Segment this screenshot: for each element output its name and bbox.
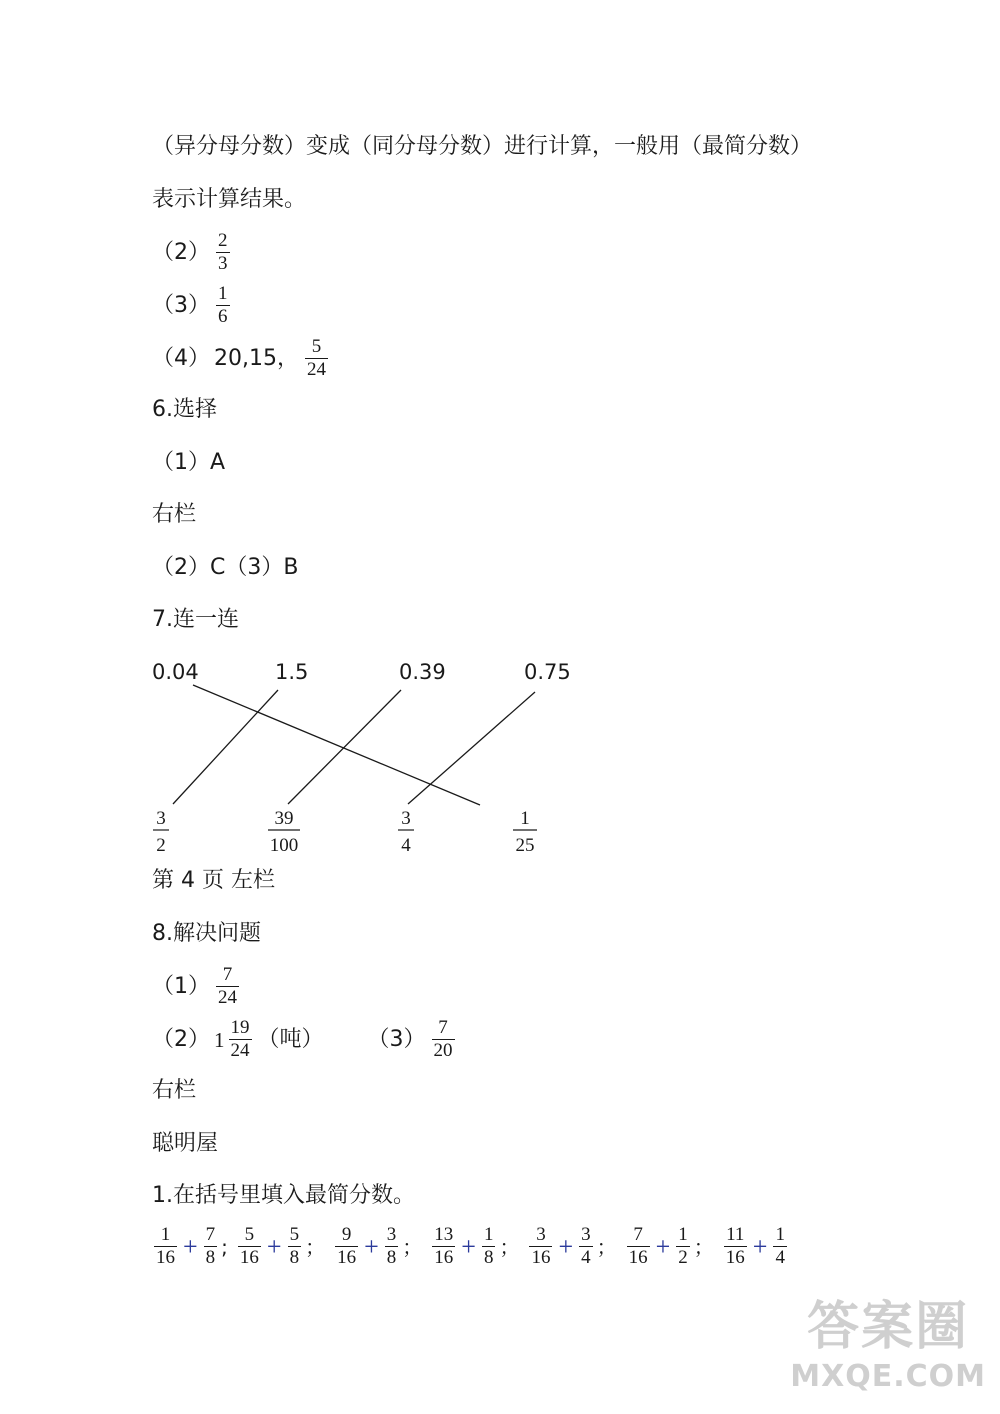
q6-answer-2: （2）C（3）B — [152, 555, 299, 580]
mixed-whole: 1 — [214, 1027, 225, 1052]
unit-label: （吨） — [257, 1026, 324, 1052]
fraction — [482, 1224, 496, 1269]
section-title: 聪明屋 — [152, 1131, 219, 1156]
watermark-url: MXQE.COM — [790, 1359, 986, 1394]
intro-line-1: （异分母分数）变成（同分母分数）进行计算，一般用（最简分数） — [152, 134, 813, 159]
fraction — [204, 1224, 218, 1269]
denominator: 6 — [218, 306, 228, 327]
fraction — [216, 964, 239, 1009]
item-label: （4） — [152, 345, 210, 371]
q7-title: 7.连一连 — [152, 607, 239, 632]
q1-title: 1.在括号里填入最简分数。 — [152, 1183, 415, 1208]
top-number-1: 1.5 — [275, 660, 309, 684]
numerator: 7 — [222, 964, 233, 985]
numerator: 5 — [311, 336, 322, 357]
numerator: 3 — [581, 1224, 591, 1245]
right-column-label: 右栏 — [152, 502, 197, 527]
numerator: 7 — [438, 1017, 448, 1038]
bottom-num-3: 1 — [520, 808, 530, 829]
denominator: 3 — [218, 253, 228, 274]
fraction — [676, 1224, 690, 1269]
bottom-den-3: 25 — [515, 835, 535, 856]
numerator: 9 — [341, 1224, 352, 1245]
denominator: 16 — [628, 1247, 648, 1268]
item-prefix: 20,15， — [214, 345, 299, 371]
top-number-2: 0.39 — [399, 660, 446, 684]
answer-5-3 — [152, 283, 232, 328]
bottom-den-0: 2 — [156, 835, 166, 856]
numerator: 19 — [230, 1017, 250, 1038]
numerator: 1 — [483, 1224, 494, 1245]
q6-title: 6.选择 — [152, 397, 217, 422]
fraction — [432, 1017, 455, 1062]
matching-diagram — [140, 650, 580, 860]
denominator: 16 — [434, 1247, 454, 1268]
fraction — [288, 1224, 302, 1269]
separator: ; — [221, 1234, 228, 1259]
denominator: 20 — [433, 1040, 453, 1061]
watermark — [790, 1284, 986, 1394]
numerator: 5 — [244, 1224, 255, 1245]
plus-sign: + — [752, 1231, 768, 1261]
denominator: 24 — [230, 1040, 250, 1061]
numerator: 5 — [289, 1224, 300, 1245]
numerator: 1 — [775, 1224, 785, 1245]
match-line-0.04 — [193, 685, 480, 805]
bottom-den-1: 100 — [269, 835, 299, 856]
denominator: 16 — [725, 1247, 745, 1268]
numerator: 1 — [218, 283, 228, 304]
denominator: 16 — [156, 1247, 175, 1268]
denominator: 16 — [337, 1247, 357, 1268]
watermark-logo-text: 答案圈 — [807, 1297, 970, 1357]
numerator: 3 — [386, 1224, 397, 1245]
fraction — [335, 1224, 358, 1269]
q8-answer-2-3 — [152, 1017, 457, 1062]
top-number-3: 0.75 — [524, 660, 571, 684]
match-line-0.75 — [408, 692, 535, 804]
plus-sign: + — [655, 1231, 671, 1261]
separator: ； — [305, 1234, 326, 1259]
plus-sign: + — [183, 1231, 198, 1261]
item-label: （3） — [367, 1026, 426, 1052]
fraction — [579, 1224, 593, 1269]
page-label: 第 4 页 左栏 — [152, 868, 275, 893]
right-column-label-2: 右栏 — [152, 1078, 197, 1103]
numerator: 13 — [434, 1224, 454, 1245]
denominator: 8 — [205, 1247, 216, 1268]
bottom-num-1: 39 — [274, 808, 294, 829]
denominator: 8 — [483, 1247, 494, 1268]
item-label: （3） — [152, 292, 210, 318]
denominator: 8 — [289, 1247, 300, 1268]
top-number-0: 0.04 — [152, 660, 199, 684]
item-label: （1） — [152, 973, 210, 999]
numerator: 11 — [726, 1224, 745, 1245]
q6-answer-1: （1）A — [152, 450, 226, 475]
numerator: 1 — [160, 1224, 171, 1245]
separator: ； — [693, 1234, 714, 1259]
numerator: 3 — [536, 1224, 546, 1245]
numerator: 1 — [678, 1224, 688, 1245]
intro-line-2: 表示计算结果。 — [152, 187, 307, 212]
separator: ； — [402, 1234, 423, 1259]
plus-sign: + — [558, 1231, 574, 1261]
separator: ； — [596, 1234, 617, 1259]
denominator: 24 — [218, 987, 237, 1008]
answer-5-4 — [152, 336, 330, 381]
bottom-den-2: 4 — [401, 835, 411, 856]
numerator: 7 — [205, 1224, 216, 1245]
denominator: 16 — [531, 1247, 551, 1268]
match-line-1.5 — [173, 690, 278, 804]
fraction — [238, 1224, 261, 1269]
fraction — [216, 230, 230, 275]
item-label: （2） — [152, 239, 210, 265]
fraction — [385, 1224, 399, 1269]
fraction — [773, 1224, 787, 1269]
bottom-num-2: 3 — [401, 808, 411, 829]
bottom-num-0: 3 — [156, 808, 166, 829]
fraction — [216, 283, 230, 328]
fraction-expressions — [152, 1224, 797, 1269]
fraction — [154, 1224, 177, 1269]
separator: ； — [499, 1234, 520, 1259]
denominator: 24 — [306, 359, 326, 380]
item-label: （2） — [152, 1026, 210, 1052]
denominator: 16 — [239, 1247, 259, 1268]
denominator: 4 — [581, 1247, 591, 1268]
fraction — [305, 336, 328, 381]
numerator: 2 — [218, 230, 228, 251]
plus-sign: + — [364, 1231, 379, 1261]
numerator: 7 — [633, 1224, 643, 1245]
plus-sign: + — [266, 1231, 282, 1261]
denominator: 4 — [775, 1247, 785, 1268]
answer-5-2 — [152, 230, 232, 275]
q8-title: 8.解决问题 — [152, 921, 261, 946]
match-line-0.39 — [288, 690, 401, 804]
fraction — [627, 1224, 650, 1269]
denominator: 2 — [678, 1247, 688, 1268]
fraction — [529, 1224, 552, 1269]
fraction — [724, 1224, 747, 1269]
plus-sign: + — [461, 1231, 476, 1261]
denominator: 8 — [386, 1247, 397, 1268]
fraction — [229, 1017, 252, 1062]
q8-answer-1 — [152, 964, 241, 1009]
fraction — [432, 1224, 455, 1269]
